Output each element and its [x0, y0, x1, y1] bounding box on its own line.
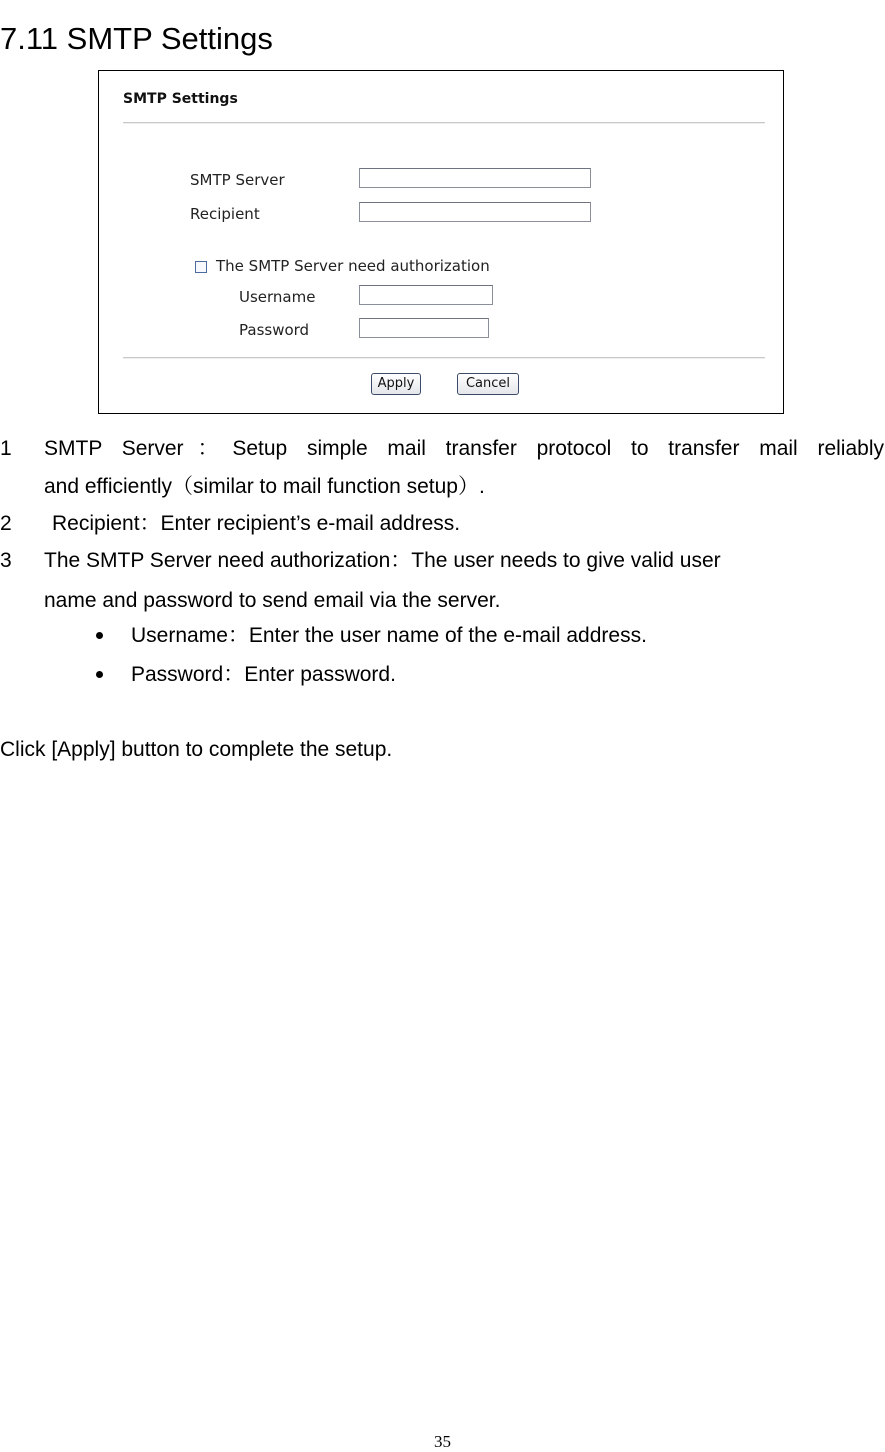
- username-label: Username: [239, 288, 316, 306]
- auth-checkbox[interactable]: [195, 261, 207, 273]
- auth-checkbox-label: The SMTP Server need authorization: [216, 257, 490, 275]
- closing-instruction: Click [Apply] button to complete the setup.: [0, 738, 393, 761]
- page-number: 35: [434, 1432, 451, 1451]
- recipient-label: Recipient: [190, 205, 260, 223]
- item2-line1: Recipient：Enter recipient’s e-mail address.: [52, 512, 461, 535]
- bullet-username: Username：Enter the user name of the e-mail address.: [131, 624, 647, 647]
- bottom-divider: [123, 357, 765, 359]
- section-heading: 7.11 SMTP Settings: [0, 20, 273, 56]
- item3-line2: name and password to send email via the server.: [44, 589, 501, 612]
- item3-line1: The SMTP Server need authorization：The user needs to give valid user: [44, 549, 721, 572]
- bullet-dot: [96, 632, 103, 639]
- item-number-3: 3: [0, 549, 12, 572]
- item1-line2: and efficiently（similar to mail function setup）.: [44, 475, 485, 498]
- password-label: Password: [239, 321, 310, 339]
- bullet-password: Password：Enter password.: [131, 663, 396, 686]
- top-divider: [123, 122, 765, 124]
- username-input[interactable]: [359, 285, 493, 305]
- smtp-server-label: SMTP Server: [190, 171, 285, 189]
- item1-line1: SMTP Server：Setup simple mail transfer protocol to transfer mail reliably: [44, 437, 884, 460]
- cancel-button[interactable]: Cancel: [457, 373, 519, 395]
- smtp-settings-screenshot: [98, 70, 784, 414]
- bullet-dot: [96, 671, 103, 678]
- apply-button[interactable]: Apply: [371, 373, 421, 395]
- panel-title: SMTP Settings: [123, 91, 238, 107]
- item-number-1: 1: [0, 437, 12, 460]
- smtp-server-input[interactable]: [359, 168, 591, 188]
- recipient-input[interactable]: [359, 202, 591, 222]
- item-number-2: 2: [0, 512, 12, 535]
- password-input[interactable]: [359, 318, 489, 338]
